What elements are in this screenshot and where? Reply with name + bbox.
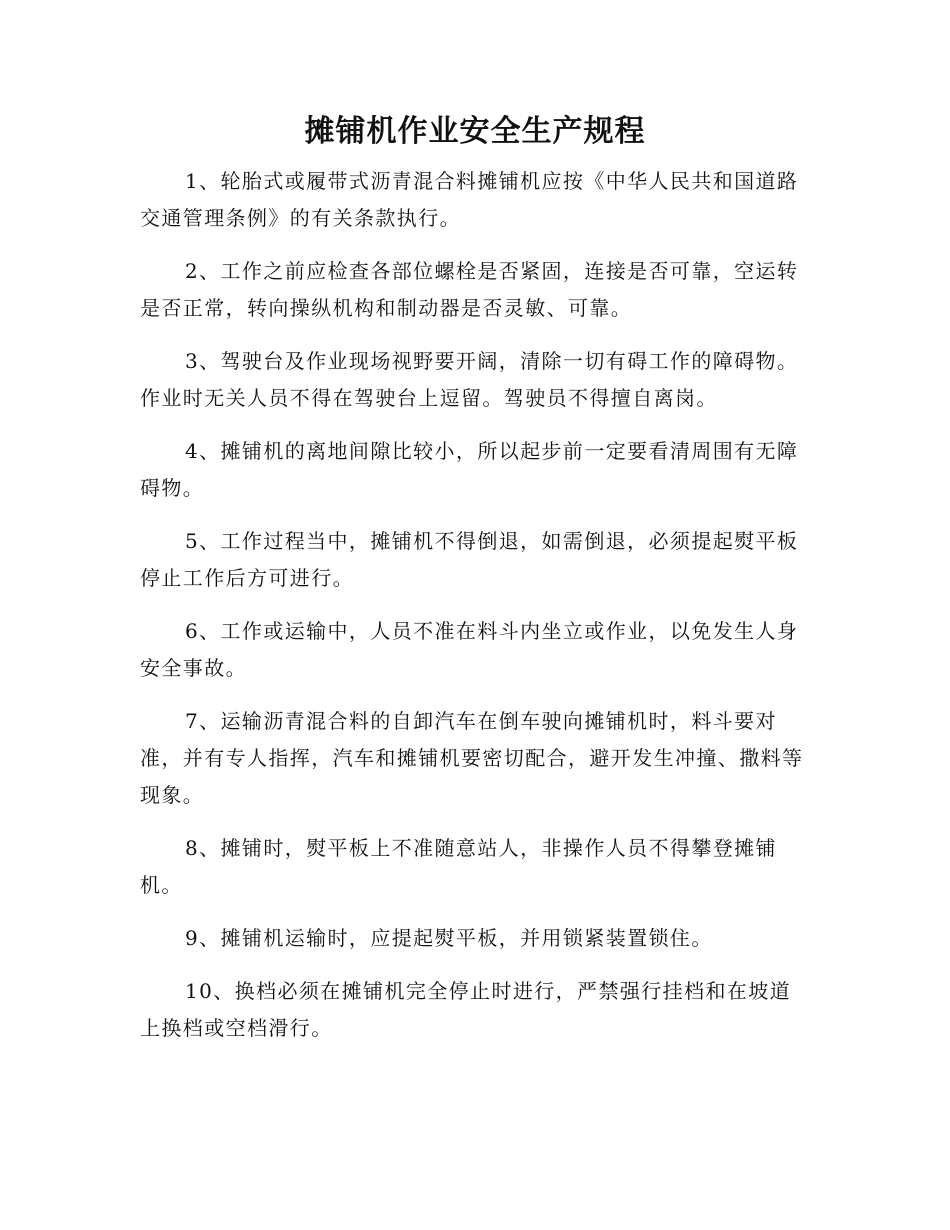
- rule-paragraph-1: 1、轮胎式或履带式沥青混合料摊铺机应按《中华人民共和国道路交通管理条例》的有关条款执行。: [140, 169, 799, 230]
- rule-paragraph-3: 3、驾驶台及作业现场视野要开阔，清除一切有碍工作的障碍物。作业时无关人员不得在驾驶台上逗留。驾驶员不得擅自离岗。: [140, 349, 799, 410]
- rule-paragraph-6: 6、工作或运输中，人员不准在料斗内坐立或作业，以免发生人身安全事故。: [140, 619, 799, 680]
- document-body: [140, 163, 808, 1063]
- document-title: 摊铺机作业安全生产规程: [304, 114, 646, 149]
- rule-paragraph-7: 7、运输沥青混合料的自卸汽车在倒车驶向摊铺机时，料斗要对准，并有专人指挥，汽车和摊铺机要密切配合，避开发生冲撞、撒料等现象。: [140, 709, 804, 807]
- rule-paragraph-9: 9、摊铺机运输时，应提起熨平板，并用锁紧装置锁住。: [185, 926, 713, 950]
- rule-paragraph-8: 8、摊铺时，熨平板上不准随意站人，非操作人员不得攀登摊铺机。: [140, 836, 777, 897]
- rule-paragraph-5: 5、工作过程当中，摊铺机不得倒退，如需倒退，必须提起熨平板停止工作后方可进行。: [140, 529, 799, 590]
- rule-paragraph-4: 4、摊铺机的离地间隙比较小，所以起步前一定要看清周围有无障碍物。: [140, 439, 799, 500]
- rule-paragraph-10: 10、换档必须在摊铺机完全停止时进行，严禁强行挂档和在坡道上换档或空档滑行。: [140, 979, 792, 1040]
- rule-paragraph-2: 2、工作之前应检查各部位螺栓是否紧固，连接是否可靠，空运转是否正常，转向操纵机构和制动器是否灵敏、可靠。: [140, 259, 799, 320]
